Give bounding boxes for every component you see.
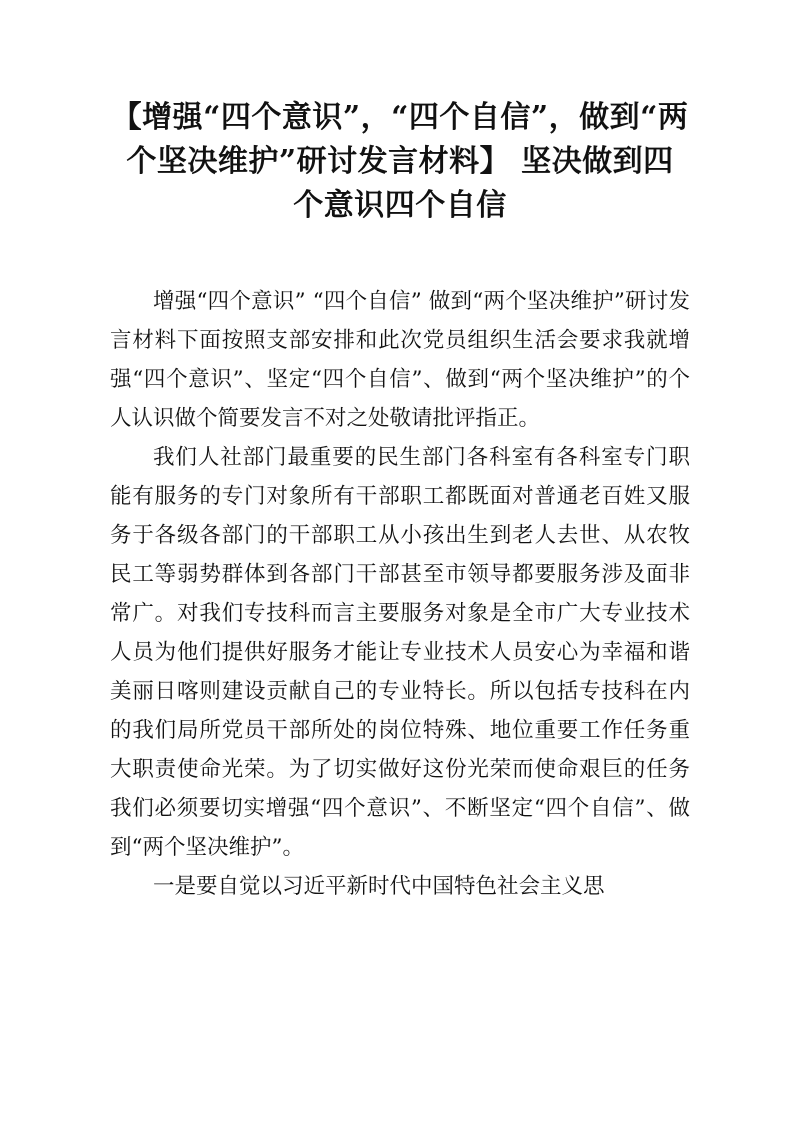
title-line-1: 【增强“四个意识”，“四个自信”，做到“两 <box>111 100 689 135</box>
paragraph-1: 增强“四个意识” “四个自信” 做到“两个坚决维护”研讨发言材料下面按照支部安排和此次党员组织生活会要求我就增强“四个意识”、坚定“四个自信”、做到“两个坚决维护”的个人认识做个简要发言不对之处敬请批评指正。 <box>110 289 690 431</box>
title-line-3: 个意识四个自信 <box>293 188 507 223</box>
paragraph-3: 一是要自觉以习近平新时代中国特色社会主义思 <box>153 874 605 899</box>
document-title <box>110 96 690 228</box>
paragraph-2: 我们人社部门最重要的民生部门各科室有各科室专门职能有服务的专门对象所有干部职工都既面对普通老百姓又服务于各级各部门的干部职工从小孩出生到老人去世、从农牧民工等弱势群体到各部门干部甚至市领导都要服务涉及面非常广。对我们专技科而言主要服务对象是全市广大专业技术人员为他们提供好服务才能让专业技术人员安心为幸福和谐美丽日喀则建设贡献自己的专业特长。所以包括专技科在内的我们局所党员干部所处的岗位特殊、地位重要工作任务重大职责使命光荣。为了切实做好这份光荣而使命艰巨的任务我们必须要切实增强“四个意识”、不断坚定“四个自信”、做到“两个坚决维护”。 <box>110 445 690 860</box>
title-line-2: 个坚决维护”研讨发言材料】 坚决做到四 <box>126 144 674 179</box>
document-body <box>110 282 690 906</box>
